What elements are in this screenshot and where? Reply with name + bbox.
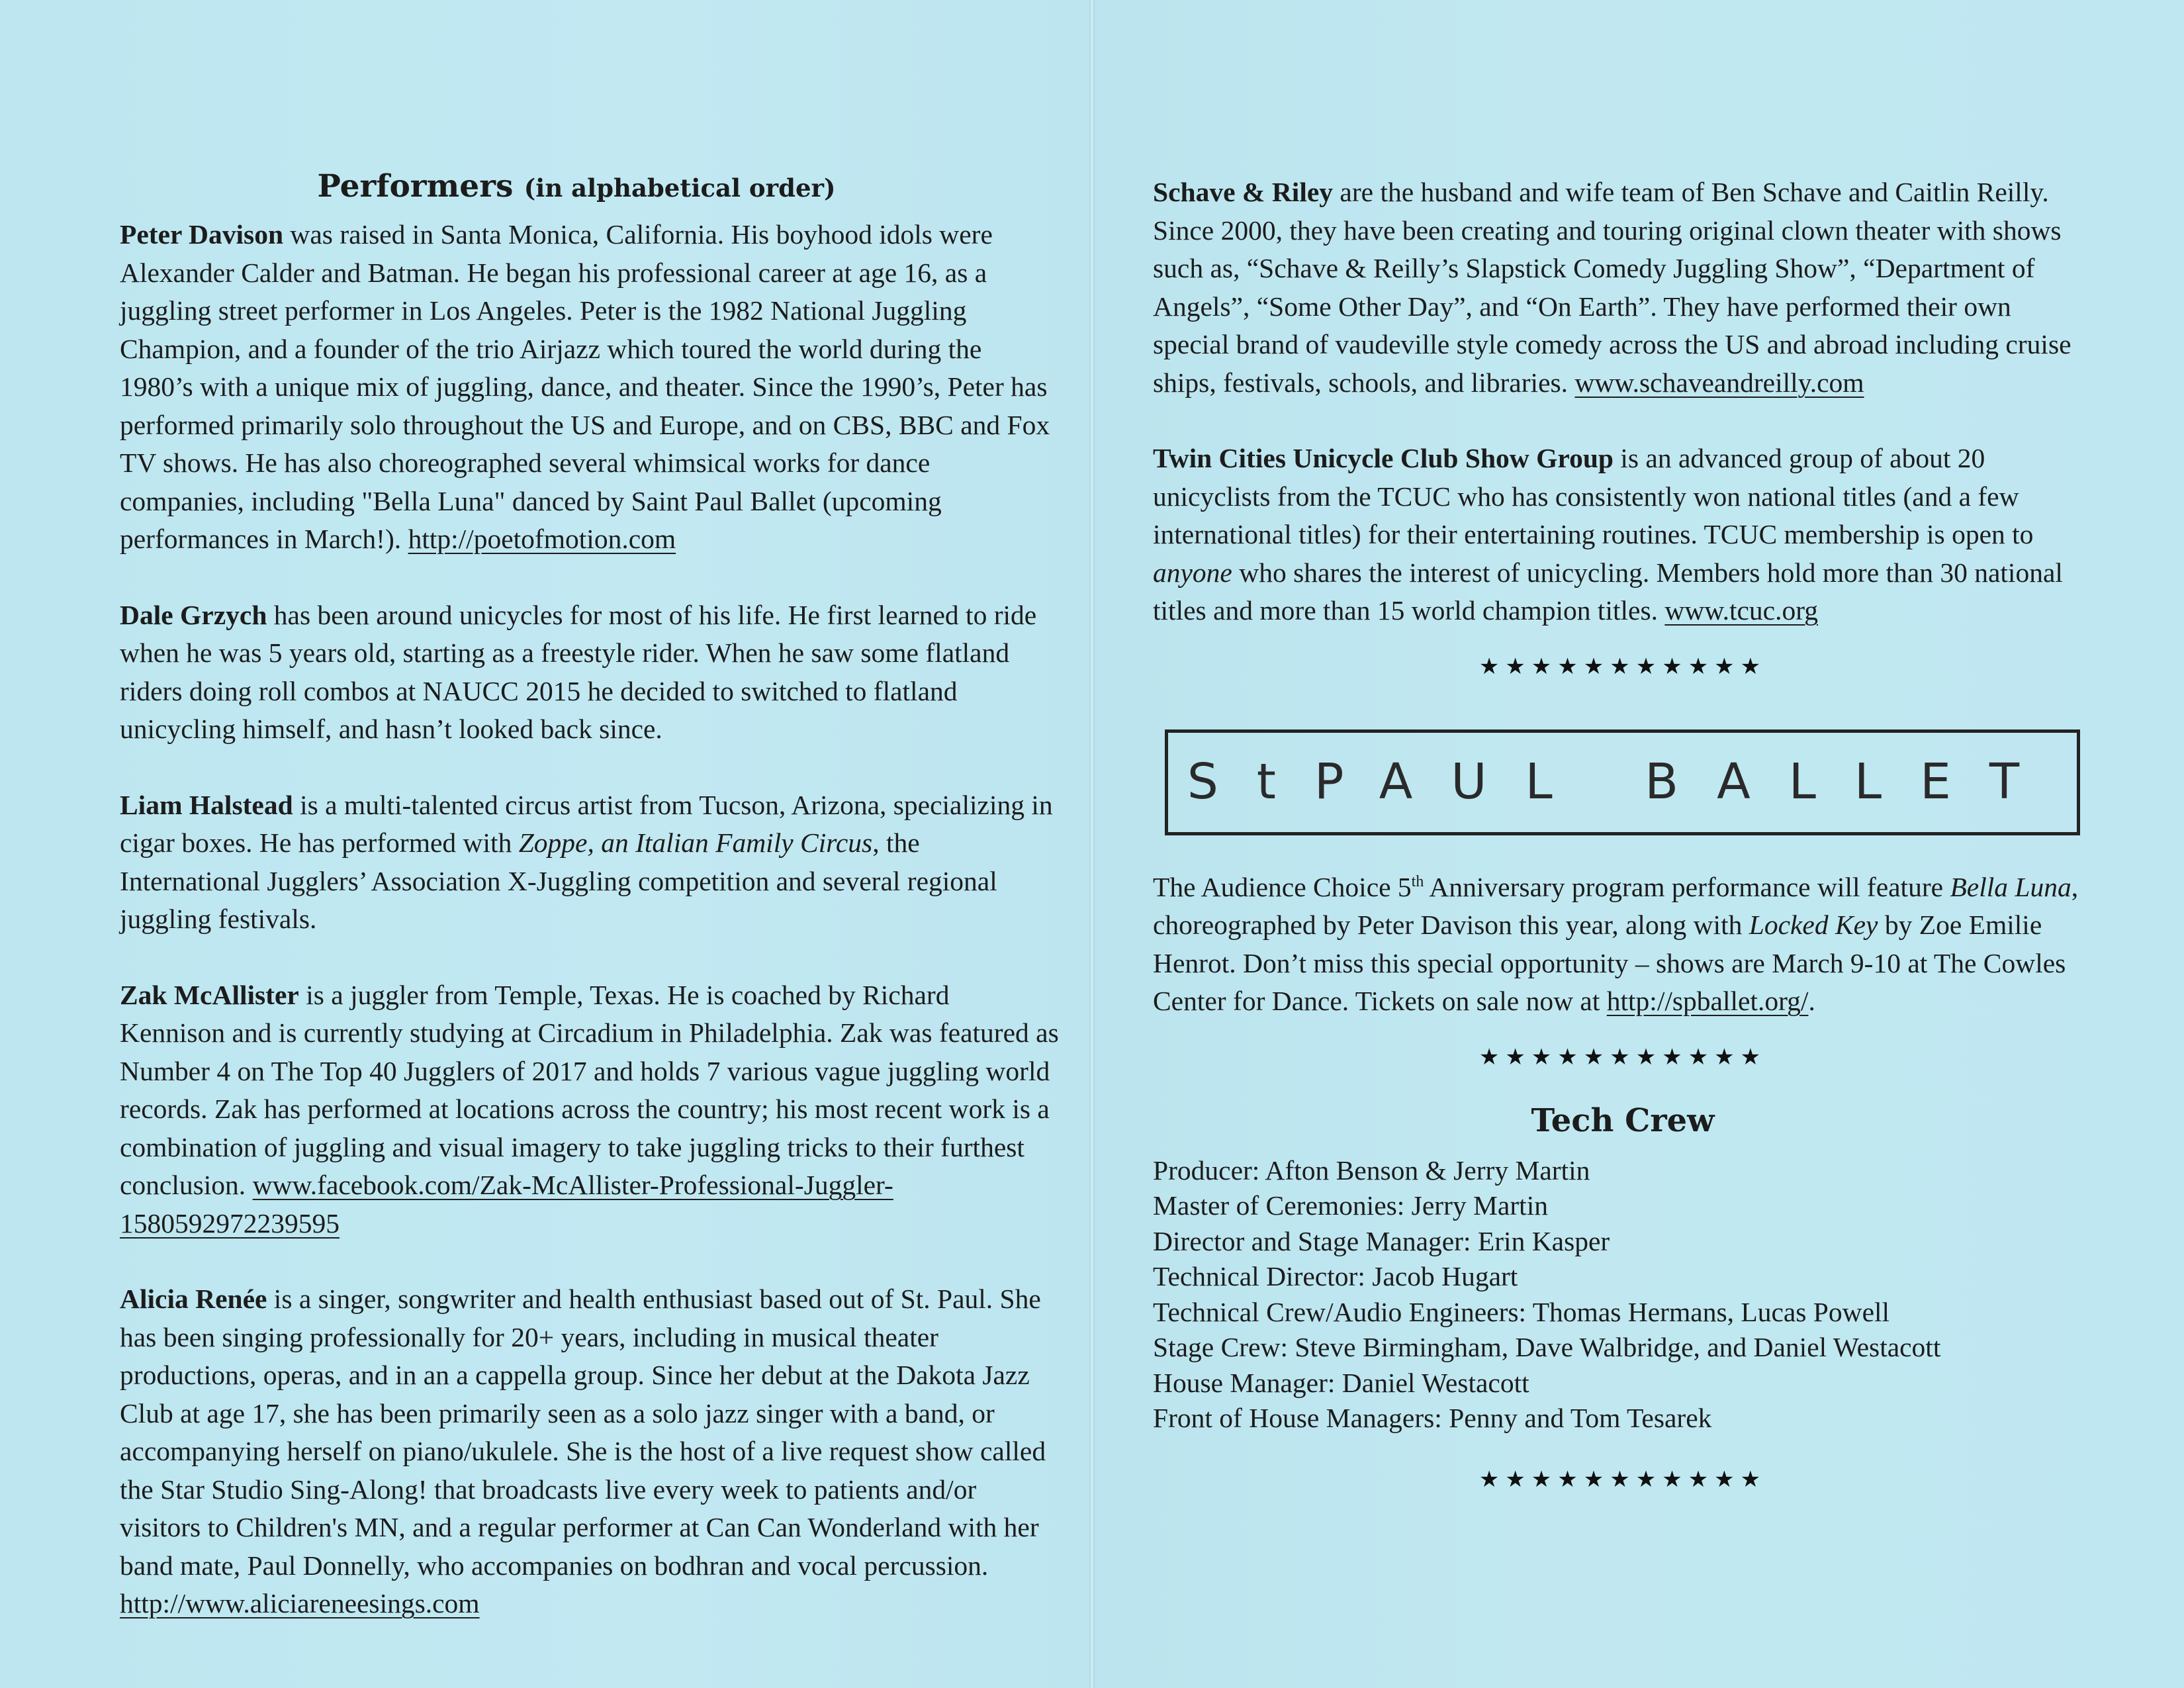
- performer-name: Peter Davison: [120, 219, 284, 250]
- bio-link[interactable]: www.schaveandreilly.com: [1574, 367, 1864, 398]
- tech-crew-list: [1153, 1153, 2093, 1436]
- work-title: Bella Luna: [1950, 871, 2071, 902]
- page-fold: [1089, 0, 1095, 1688]
- performer-name: Dale Grzych: [120, 599, 267, 630]
- bio-tcuc-show-group: [1153, 440, 2093, 630]
- crew-line: Stage Crew: Steve Birmingham, Dave Walbridge, and Daniel Westacott: [1153, 1332, 1941, 1362]
- bio-italic-text: Zoppe, an Italian Family Circus: [518, 827, 873, 858]
- work-title: Locked Key: [1749, 910, 1878, 940]
- performer-name: Alicia Renée: [120, 1284, 267, 1314]
- bio-text: is a multi-talented circus artist from Tucson, Arizona, specializing in cigar boxes. He has performed with: [120, 789, 1053, 858]
- announcement-text: .: [1808, 986, 1815, 1016]
- bio-text: has been around unicycles for most of his life. He first learned to ride when he was 5 years old, starting as a freestyle rider. When he saw some flatland riders doing roll combos at NAUCC 2015 he decided to switched to flatland unicycling himself, and hasn’t looked back since.: [120, 599, 1037, 744]
- crew-line: Producer: Afton Benson & Jerry Martin: [1153, 1154, 1590, 1186]
- performers-subtitle: (in alphabetical order): [523, 173, 836, 203]
- bio-alicia-renee: [120, 1280, 1060, 1623]
- performers-heading: [120, 167, 1060, 208]
- bio-link[interactable]: http://www.aliciareneesings.com: [120, 1588, 480, 1618]
- crew-line: Technical Crew/Audio Engineers: Thomas Hermans, Lucas Powell: [1153, 1296, 1890, 1327]
- ordinal-suffix: th: [1411, 872, 1424, 890]
- bio-link[interactable]: www.facebook.com/Zak-McAllister-Professional-Juggler-1580592972239595: [120, 1170, 893, 1239]
- bio-dale-grzych: [120, 596, 1060, 749]
- crew-line: Director and Stage Manager: Erin Kasper: [1153, 1225, 1610, 1256]
- crew-line: Front of House Managers: Penny and Tom Tesarek: [1153, 1403, 1712, 1433]
- bio-link[interactable]: http://poetofmotion.com: [408, 524, 676, 554]
- bio-text: are the husband and wife team of Ben Schave and Caitlin Reilly. Since 2000, they have been creating and touring original clown theater with shows such as, “Schave & Reilly’s Slapstick Comedy Juggling Show”, “Department of Angels”, “Some Other Day”, and “On Earth”. They have performed their own special brand of vaudeville style comedy across the US and abroad including cruise ships, festivals, schools, and libraries.: [1153, 177, 2071, 398]
- star-divider: ★★★★★★★★★★★: [1479, 1466, 1767, 1493]
- announcement-text: The Audience Choice 5: [1153, 871, 1412, 902]
- crew-line: Technical Director: Jacob Hugart: [1153, 1261, 1518, 1291]
- announcement-text: by Zoe Emilie Henrot. Don’t miss this special opportunity – shows are March 9-10 at The Cowles Center for Dance. Tickets on sale now at: [1153, 910, 2066, 1016]
- bio-text: is an advanced group of about 20 unicyclists from the TCUC who has consistently won national titles (and a few international titles) for their entertaining routines. TCUC membership is open to: [1153, 443, 2034, 549]
- bio-link[interactable]: www.tcuc.org: [1664, 595, 1819, 626]
- bio-schave-riley: [1153, 173, 2093, 402]
- bio-italic-text: anyone: [1153, 557, 1232, 588]
- crew-line: House Manager: Daniel Westacott: [1153, 1367, 1529, 1398]
- st-paul-ballet-logo: [1165, 729, 2080, 835]
- bio-liam-halstead: [120, 786, 1060, 939]
- bio-zak-mcallister: [120, 976, 1060, 1243]
- logo-paul-ballet: PAUL BALLET: [1314, 753, 2058, 810]
- right-column: [1153, 173, 2093, 1496]
- performer-name: Zak McAllister: [120, 979, 299, 1010]
- crew-line: Master of Ceremonies: Jerry Martin: [1153, 1190, 1548, 1221]
- bio-text: , the International Jugglers’ Association X-Juggling competition and several regional juggling festivals.: [120, 827, 997, 934]
- tech-crew-heading: Tech Crew: [1531, 1102, 1715, 1139]
- star-divider: ★★★★★★★★★★★: [1479, 653, 1767, 680]
- performers-column: [120, 167, 1060, 1661]
- performer-name: Twin Cities Unicycle Club Show Group: [1153, 443, 1614, 473]
- bio-text: was raised in Santa Monica, California. His boyhood idols were Alexander Calder and Batman. He began his professional career at age 16, as a juggling street performer in Los Angeles. Peter is the 1982 National Juggling Champion, and a founder of the trio Airjazz which toured the world during the 1980’s with a unique mix of juggling, dance, and theater. Since the 1990’s, Peter has performed primarily solo throughout the US and Europe, and on CBS, BBC and Fox TV shows. He has also choreographed several whimsical works for dance companies, including "Bella Luna" danced by Saint Paul Ballet (upcoming performances in March!).: [120, 219, 1050, 554]
- performer-name: Schave & Riley: [1153, 177, 1334, 207]
- announcement-text: , choreographed by Peter Davison this year, along with: [1153, 871, 2079, 940]
- bio-peter-davison: [120, 216, 1060, 559]
- performer-name: Liam Halstead: [120, 789, 293, 820]
- logo-st: St: [1187, 753, 1314, 810]
- announcement-text: Anniversary program performance will feature: [1424, 871, 1950, 902]
- bio-text: is a singer, songwriter and health enthusiast based out of St. Paul. She has been singing professionally for 20+ years, including in musical theater productions, operas, and in an a cappella group. Since her debut at the Dakota Jazz Club at age 17, she has been primarily seen as a solo jazz singer with a band, or accompanying herself on piano/ukulele. She is the host of a live request show called the Star Studio Sing-Along! that broadcasts live every week to patients and/or visitors to Children's MN, and a regular performer at Can Can Wonderland with her band mate, Paul Donnelly, who accompanies on bodhran and vocal percussion.: [120, 1284, 1046, 1581]
- ballet-announcement: [1153, 868, 2093, 1021]
- bio-text: is a juggler from Temple, Texas. He is coached by Richard Kennison and is currently studying at Circadium in Philadelphia. Zak was featured as Number 4 on The Top 40 Jugglers of 2017 and holds 7 various vague juggling world records. Zak has performed at locations across the country; his most recent work is a combination of juggling and visual imagery to take juggling tricks to their furthest conclusion.: [120, 979, 1059, 1200]
- star-divider: ★★★★★★★★★★★: [1479, 1043, 1767, 1070]
- performers-title: Performers: [317, 168, 514, 205]
- bio-text: who shares the interest of unicycling. Members hold more than 30 national titles and more than 15 world champion titles.: [1153, 557, 2063, 626]
- ballet-link[interactable]: http://spballet.org/: [1606, 986, 1809, 1016]
